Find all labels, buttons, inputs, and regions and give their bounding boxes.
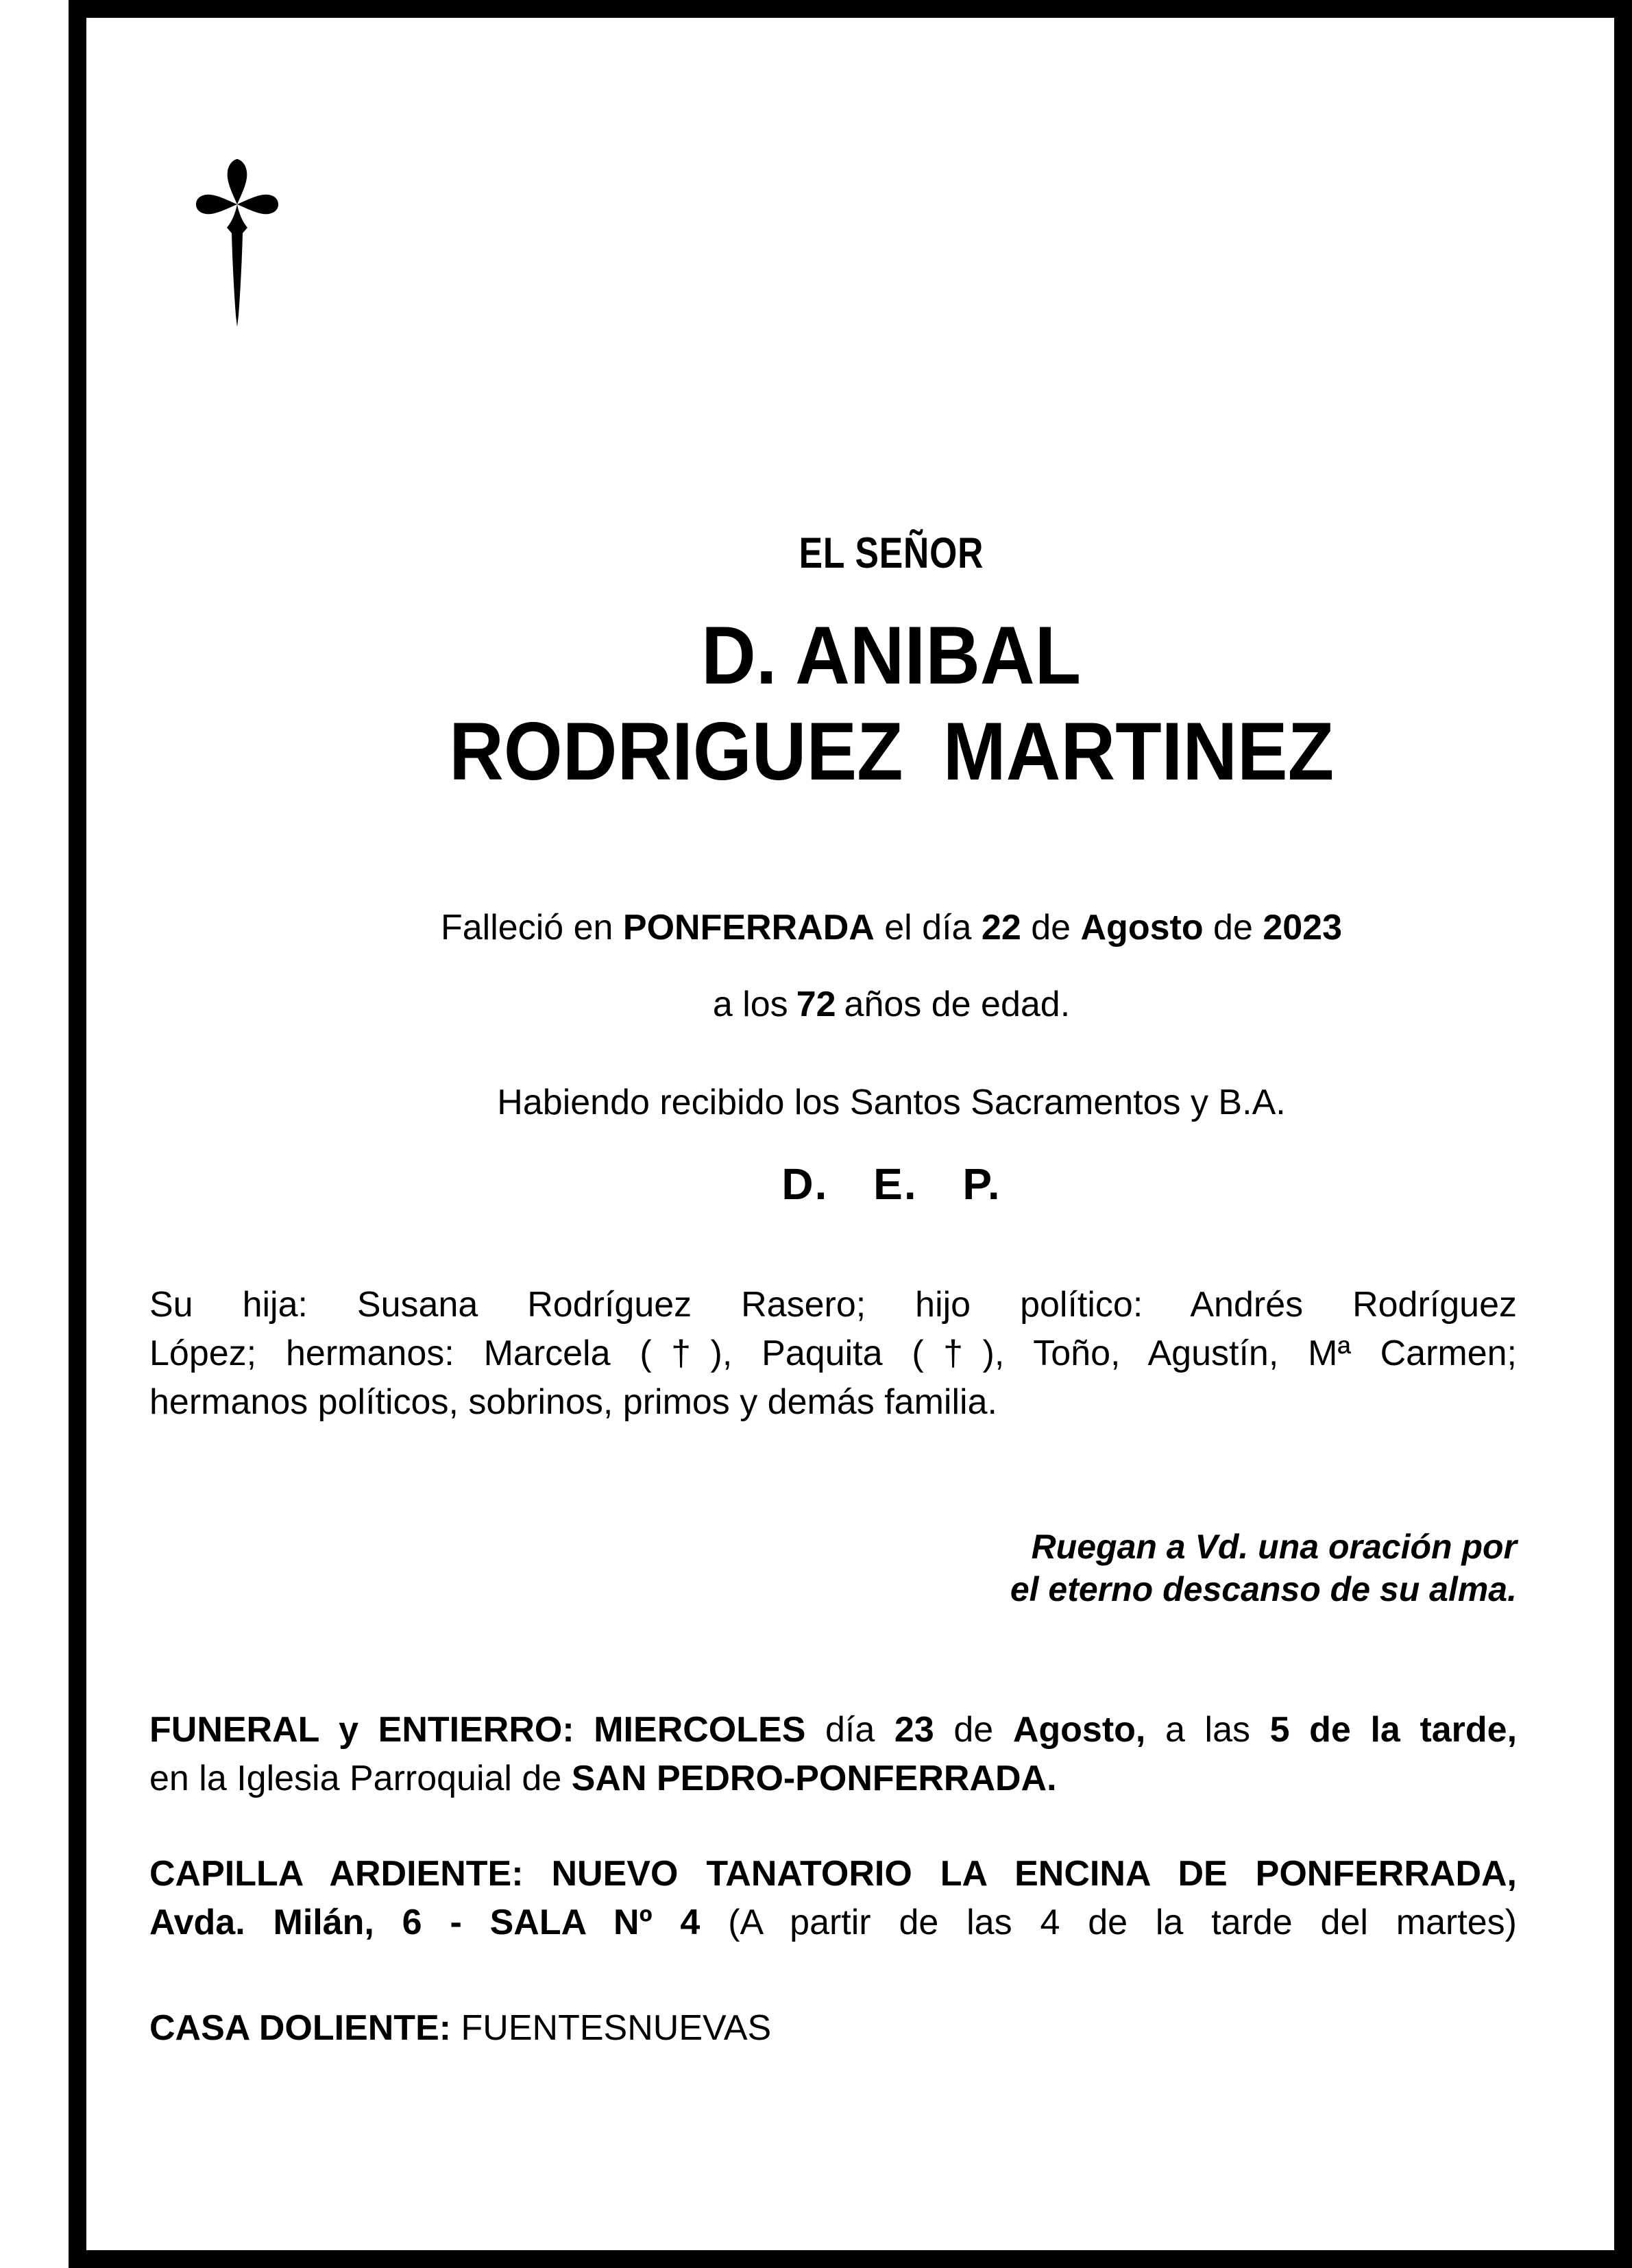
death-date-line: Falleció en PONFERRADA el día 22 de Agosto de 2023 bbox=[440, 908, 1343, 948]
capilla-line-2: Avda. Milán, 6 - SALA Nº 4 (A partir de las 4 de la tarde del martes) bbox=[149, 1903, 1517, 1942]
casa-doliente-line: CASA DOLIENTE: FUENTESNUEVAS bbox=[149, 2008, 772, 2048]
age-line: a los 72 años de edad. bbox=[712, 985, 1071, 1024]
death-day: 22 bbox=[981, 908, 1021, 948]
funeral-info bbox=[149, 1706, 1517, 1803]
family-line-3: hermanos políticos, sobrinos, primos y demás familia. bbox=[149, 1382, 997, 1422]
funeral-line-1: FUNERAL y ENTIERRO: MIERCOLES día 23 de Agosto, a las 5 de la tarde, bbox=[149, 1710, 1518, 1750]
prayer-line-1: Ruegan a Vd. una oración por bbox=[1031, 1528, 1517, 1566]
death-month: Agosto bbox=[1080, 908, 1204, 948]
prayer-request bbox=[149, 1525, 1517, 1610]
family-paragraph bbox=[149, 1281, 1517, 1427]
funeral-church: SAN PEDRO-PONFERRADA. bbox=[571, 1759, 1057, 1798]
capilla-line-1: CAPILLA ARDIENTE: NUEVO TANATORIO LA ENCINA DE PONFERRADA, bbox=[149, 1854, 1517, 1894]
funeral-line-2: en la Iglesia Parroquial de SAN PEDRO-PONFERRADA. bbox=[149, 1759, 1057, 1798]
death-place: PONFERRADA bbox=[622, 908, 875, 948]
family-line-1: Su hija: Susana Rodríguez Rasero; hijo político: Andrés Rodríguez bbox=[149, 1285, 1517, 1325]
capilla-address: Avda. Milán, 6 - SALA Nº 4 bbox=[149, 1903, 729, 1942]
dep-abbreviation: D. E. P. bbox=[781, 1159, 1001, 1209]
esquela-border-frame bbox=[69, 0, 1632, 2268]
age-value: 72 bbox=[796, 985, 836, 1024]
sacraments-line: Habiendo recibido los Santos Sacramentos y B.A. bbox=[497, 1083, 1286, 1122]
deceased-name-line2: RODRIGUEZ MARTINEZ bbox=[448, 705, 1334, 797]
deceased-name bbox=[208, 607, 1575, 799]
honorific-title bbox=[208, 529, 1575, 578]
capilla-ardiente-info bbox=[149, 1850, 1517, 1947]
honorific-title-text: EL SEÑOR bbox=[799, 529, 984, 577]
casa-doliente-place: FUENTESNUEVAS bbox=[461, 2008, 772, 2048]
memorial-cross-icon bbox=[196, 144, 279, 327]
prayer-line-2: el eterno descanso de su alma. bbox=[1010, 1570, 1517, 1608]
deceased-name-line1: D. ANIBAL bbox=[701, 610, 1082, 701]
death-year: 2023 bbox=[1263, 908, 1343, 948]
family-line-2: López; hermanos: Marcela (†), Paquita (†), Toño, Agustín, Mª Carmen; bbox=[149, 1334, 1517, 1373]
